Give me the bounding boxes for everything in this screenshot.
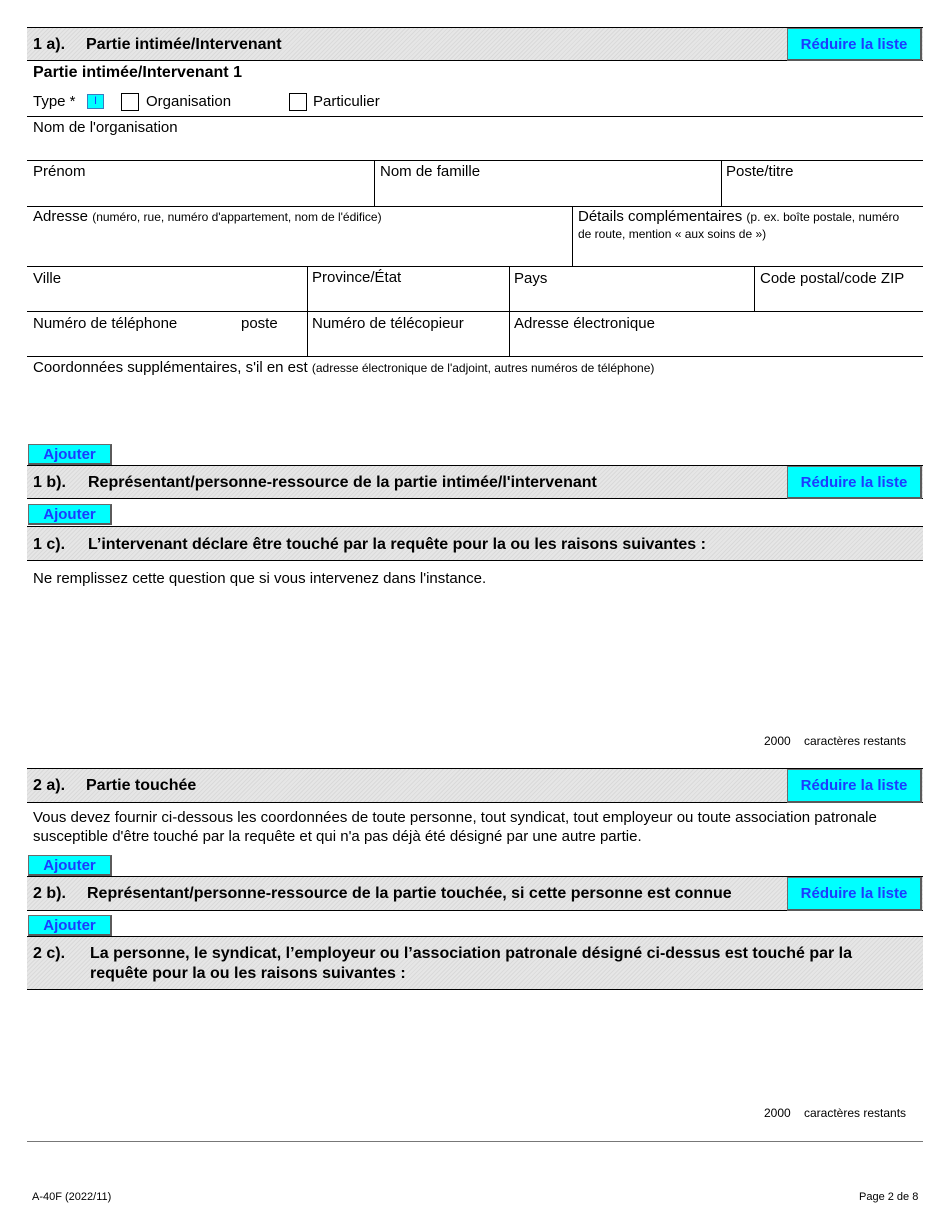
country-select[interactable] [511,288,753,310]
divider [27,311,923,312]
address-label-text: Adresse [33,208,89,225]
position-label: Poste/titre [726,163,794,180]
section-number: 1 a). [33,36,66,53]
collapse-list-button-1a[interactable]: Réduire la liste [787,28,922,61]
characters-remaining-count: 2000 [764,734,791,748]
extra-details-hint-2: de route, mention « aux soins de ») [578,227,767,241]
address-hint: (numéro, rue, numéro d'appartement, nom de l'édifice) [92,210,382,224]
divider [374,160,375,206]
form-code: A-40F (2022/11) [32,1191,112,1203]
divider [27,160,923,161]
divider [572,206,573,266]
section-2c-header [27,936,923,990]
organisation-checkbox[interactable] [121,93,139,111]
divider [27,356,923,357]
characters-remaining-count: 2000 [764,1106,791,1120]
org-name-label: Nom de l'organisation [33,119,178,136]
last-name-input[interactable] [376,182,720,204]
extra-contact-label [33,359,654,376]
province-label: Province/État [312,269,402,286]
section-title-line1: La personne, le syndicat, l’employeur ou l’association patronale désigné ci-dessus est touché par la [90,945,852,962]
divider [27,116,923,117]
section-title: L’intervenant déclare être touché par la requête pour la ou les raisons suivantes : [88,536,706,553]
affected-reasons-textarea[interactable] [28,996,922,1100]
section-number: 1 b). [33,474,66,491]
divider [27,266,923,267]
phone-input[interactable] [28,333,238,355]
postal-code-input[interactable] [756,288,922,310]
extra-details-label-text: Détails complémentaires [578,208,743,225]
first-name-input[interactable] [28,182,373,204]
city-input[interactable] [28,288,306,310]
affected-party-description-line2: susceptible d'être touché par la requête et qui n'a pas déjà été désigné par une autre partie. [33,828,642,845]
characters-remaining-label: caractères restants [804,734,907,748]
collapse-list-button-2b[interactable]: Réduire la liste [787,877,922,911]
page-number: Page 2 de 8 [859,1191,919,1203]
country-label: Pays [514,270,548,287]
address-input[interactable] [28,228,570,264]
affected-party-description-line1: Vous devez fournir ci-dessous les coordonnées de toute personne, tout syndicat, tout employeur ou toute association patronale [33,809,877,826]
last-name-label: Nom de famille [380,163,481,180]
fax-input[interactable] [309,333,508,355]
section-title: Partie intimée/Intervenant [86,36,282,53]
section-title: Représentant/personne-ressource de la partie intimée/l'intervenant [88,474,597,491]
postal-code-label: Code postal/code ZIP [760,270,905,287]
party-subtitle: Partie intimée/Intervenant 1 [33,64,242,81]
intervener-reasons-textarea[interactable] [28,592,922,730]
section-title-line2: requête pour la ou les raisons suivantes : [90,965,406,982]
address-label [33,208,382,225]
add-representative-button[interactable]: Ajouter [28,504,112,525]
add-party-button[interactable]: Ajouter [28,444,112,465]
characters-remaining-label: caractères restants [804,1106,907,1120]
section-number: 2 a). [33,777,66,794]
section-1c-header [27,526,923,561]
email-label: Adresse électronique [514,315,655,332]
extra-details-input[interactable] [574,243,922,265]
section-title: Représentant/personne-ressource de la partie touchée, si cette personne est connue [87,885,732,902]
type-label: Type * [33,93,76,110]
divider [27,206,923,207]
collapse-list-button-2a[interactable]: Réduire la liste [787,769,922,803]
fax-label: Numéro de télécopieur [312,315,464,332]
type-field[interactable]: I [87,94,104,109]
first-name-label: Prénom [33,163,86,180]
email-input[interactable] [511,333,922,355]
collapse-list-button-1b[interactable]: Réduire la liste [787,466,922,499]
divider [754,266,755,311]
extension-input[interactable] [240,333,306,355]
section-number: 2 c). [33,945,66,962]
extra-contact-textarea[interactable] [28,378,922,440]
extra-contact-label-text: Coordonnées supplémentaires, s'il en est [33,359,308,376]
add-affected-representative-button[interactable]: Ajouter [28,915,112,936]
individual-option-label: Particulier [313,93,380,110]
extension-label: poste [241,315,278,332]
intervener-instruction: Ne remplissez cette question que si vous intervenez dans l'instance. [33,570,487,587]
extra-contact-hint: (adresse électronique de l'adjoint, autres numéros de téléphone) [311,361,655,375]
section-title: Partie touchée [86,777,197,794]
section-number: 2 b). [33,885,66,902]
individual-checkbox[interactable] [289,93,307,111]
city-label: Ville [33,270,62,287]
position-input[interactable] [723,182,922,204]
org-name-input[interactable] [28,137,922,159]
divider [721,160,722,206]
footer-divider [27,1141,923,1142]
extra-details-hint: (p. ex. boîte postale, numéro [746,210,900,224]
phone-label: Numéro de téléphone [33,315,178,332]
extra-details-label [578,208,918,225]
section-number: 1 c). [33,536,66,553]
add-affected-party-button[interactable]: Ajouter [28,855,112,876]
organisation-option-label: Organisation [146,93,232,110]
province-select[interactable] [309,288,508,310]
